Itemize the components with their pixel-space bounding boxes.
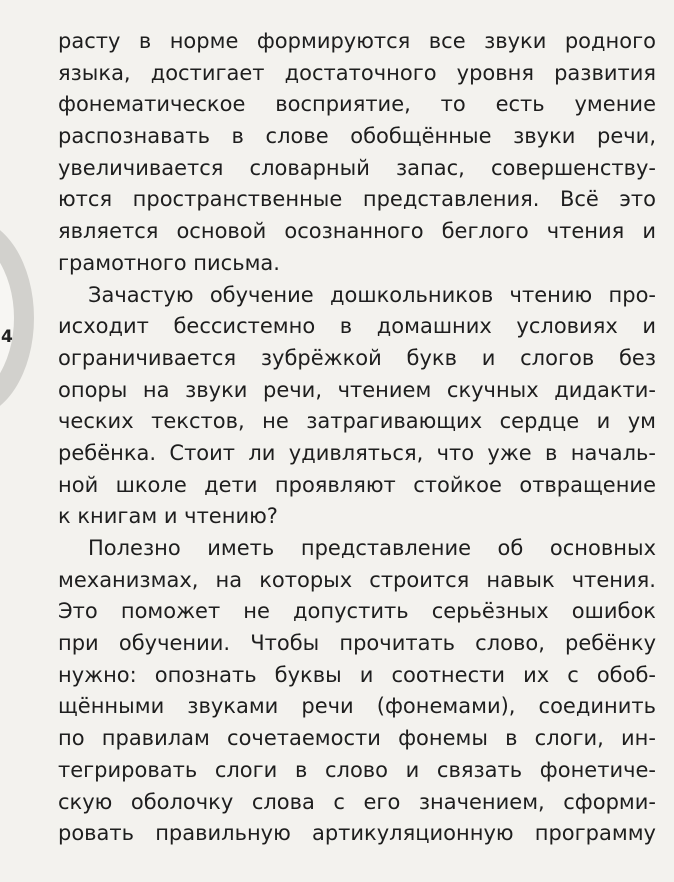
text-line: распознавать в слове обобщённые звуки речи,: [58, 124, 656, 149]
text-line: к книгам и чтению?: [58, 504, 278, 529]
text-line: тегрировать слоги в слово и связать фонетиче-: [58, 757, 656, 782]
text-line: Зачастую обучение дошкольников чтению про-: [88, 282, 656, 307]
text-line: ной школе дети проявляют стойкое отвращение: [58, 472, 656, 497]
text-line: скую оболочку слова с его значением, сформи-: [58, 789, 656, 814]
page-number: 4: [1, 327, 13, 347]
text-line: фонематическое восприятие, то есть умение: [58, 92, 656, 117]
text-line: Полезно иметь представление об основных: [88, 536, 656, 560]
text-line: при обучении. Чтобы прочитать слово, ребёнку: [58, 631, 656, 656]
text-line: ются пространственные представления. Всё это: [58, 187, 656, 212]
body-text: [58, 26, 656, 850]
text-line: нужно: опознать буквы и соотнести их с обоб-: [58, 662, 656, 687]
text-line: грамотного письма.: [58, 250, 280, 275]
text-line: языка, достигает достаточного уровня развития: [58, 60, 656, 85]
text-line: ребёнка. Стоит ли удивляться, что уже в началь-: [58, 440, 656, 465]
text-line: опоры на звуки речи, чтением скучных дидакти-: [58, 377, 656, 402]
text-line: ровать правильную артикуляционную программу: [58, 821, 656, 846]
text-line: ческих текстов, не затрагивающих сердце и ум: [58, 409, 656, 434]
text-line: расту в норме формируются все звуки родного: [58, 29, 656, 53]
text-line: исходит бессистемно в домашних условиях и: [58, 314, 656, 339]
text-line: механизмах, на которых строится навык чтения.: [58, 567, 656, 592]
text-line: по правилам сочетаемости фонемы в слоги, ин-: [58, 726, 656, 751]
text-line: является основой осознанного беглого чтения и: [58, 219, 656, 244]
text-line: щёнными звуками речи (фонемами), соединить: [58, 694, 656, 719]
text-line: ограничивается зубрёжкой букв и слогов без: [58, 345, 656, 370]
text-line: Это поможет не допустить серьёзных ошибок: [58, 599, 656, 624]
text-line: увеличивается словарный запас, совершенству-: [58, 155, 656, 180]
